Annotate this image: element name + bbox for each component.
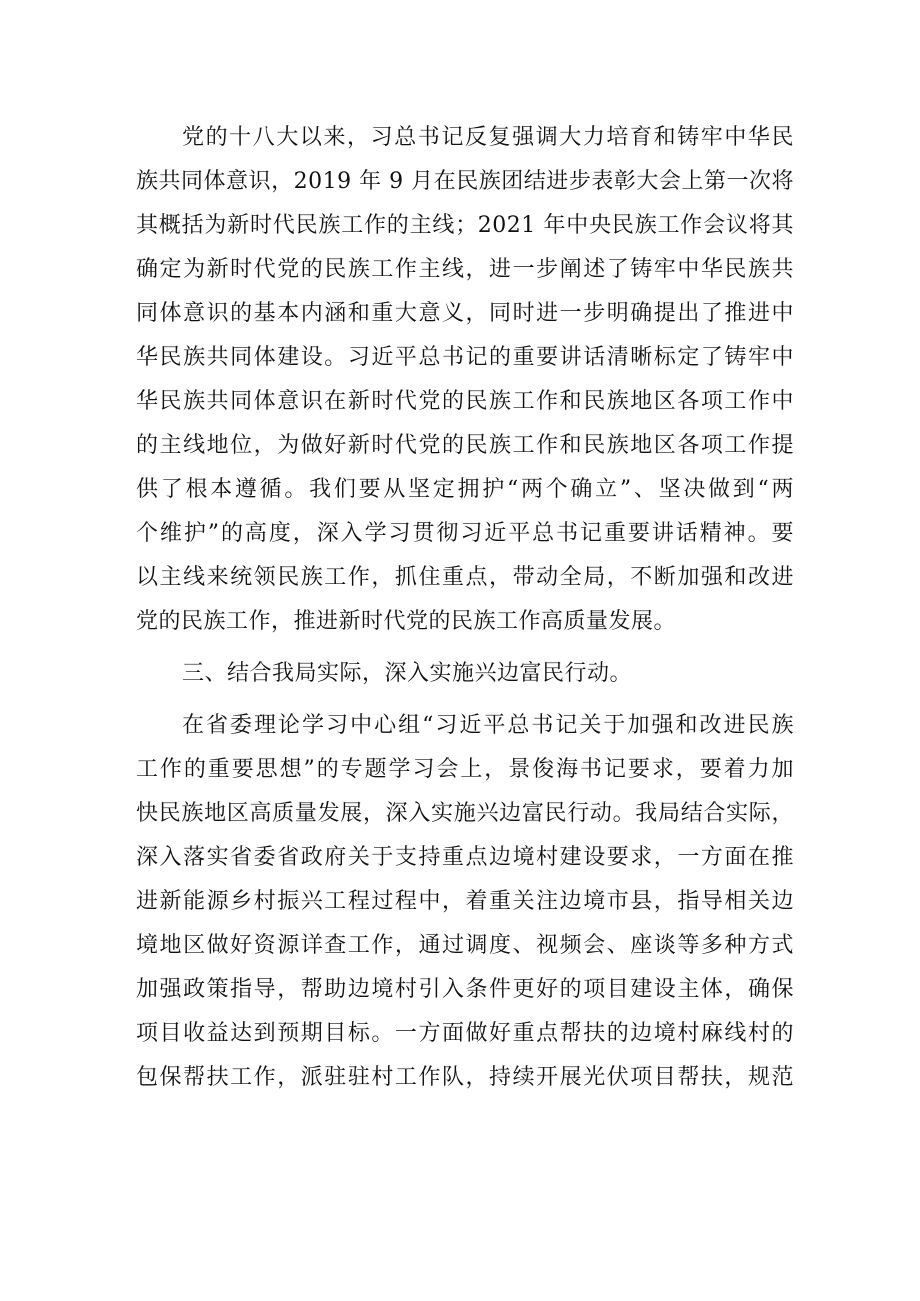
text-line: 党的民族工作，推进新时代党的民族工作高质量发展。: [136, 609, 677, 634]
text-line: 在省委理论学习中心组“习近平总书记关于加强和改进民族: [182, 713, 794, 738]
text-line: 以主线来统领民族工作，抓住重点，带动全局，不断加强和改进: [136, 565, 794, 590]
paragraph-spacer: [136, 644, 794, 652]
paragraph-party-ethnic-work: [136, 116, 794, 644]
text-line: 其概括为新时代民族工作的主线；2021 年中央民族工作会议将其: [136, 213, 794, 238]
document-body: [136, 116, 794, 1100]
text-line: 族共同体意识，2019 年 9 月在民族团结进步表彰大会上第一次将: [136, 169, 794, 194]
text-line: 个维护”的高度，深入学习贯彻习近平总书记重要讲话精神。要: [136, 521, 794, 546]
section-heading-text: 三、结合我局实际，深入实施兴边富民行动。: [182, 661, 633, 686]
text-line: 同体意识的基本内涵和重大意义，同时进一步明确提出了推进中: [136, 301, 794, 326]
text-line: 加强政策指导，帮助边境村引入条件更好的项目建设主体，确保: [136, 977, 794, 1002]
section-heading-three: [136, 652, 794, 696]
text-line: 快民族地区高质量发展，深入实施兴边富民行动。我局结合实际，: [136, 801, 794, 826]
text-line: 境地区做好资源详查工作，通过调度、视频会、座谈等多种方式: [136, 933, 794, 958]
text-line: 确定为新时代党的民族工作主线，进一步阐述了铸牢中华民族共: [136, 257, 794, 282]
text-line: 供了根本遵循。我们要从坚定拥护“两个确立”、坚决做到“两: [136, 477, 794, 502]
text-line: 深入落实省委省政府关于支持重点边境村建设要求，一方面在推: [136, 845, 794, 870]
text-line: 包保帮扶工作，派驻驻村工作队，持续开展光伏项目帮扶，规范: [136, 1065, 794, 1090]
text-line: 工作的重要思想”的专题学习会上，景俊海书记要求，要着力加: [136, 757, 794, 782]
text-line: 的主线地位，为做好新时代党的民族工作和民族地区各项工作提: [136, 433, 794, 458]
text-line: 华民族共同体建设。习近平总书记的重要讲话清晰标定了铸牢中: [136, 345, 794, 370]
paragraph-spacer: [136, 696, 794, 704]
text-line: 华民族共同体意识在新时代党的民族工作和民族地区各项工作中: [136, 389, 794, 414]
text-line: 项目收益达到预期目标。一方面做好重点帮扶的边境村麻线村的: [136, 1021, 794, 1046]
text-line: 进新能源乡村振兴工程过程中，着重关注边境市县，指导相关边: [136, 889, 794, 914]
paragraph-border-village-action: [136, 704, 794, 1100]
text-line: 党的十八大以来，习总书记反复强调大力培育和铸牢中华民: [182, 125, 794, 150]
